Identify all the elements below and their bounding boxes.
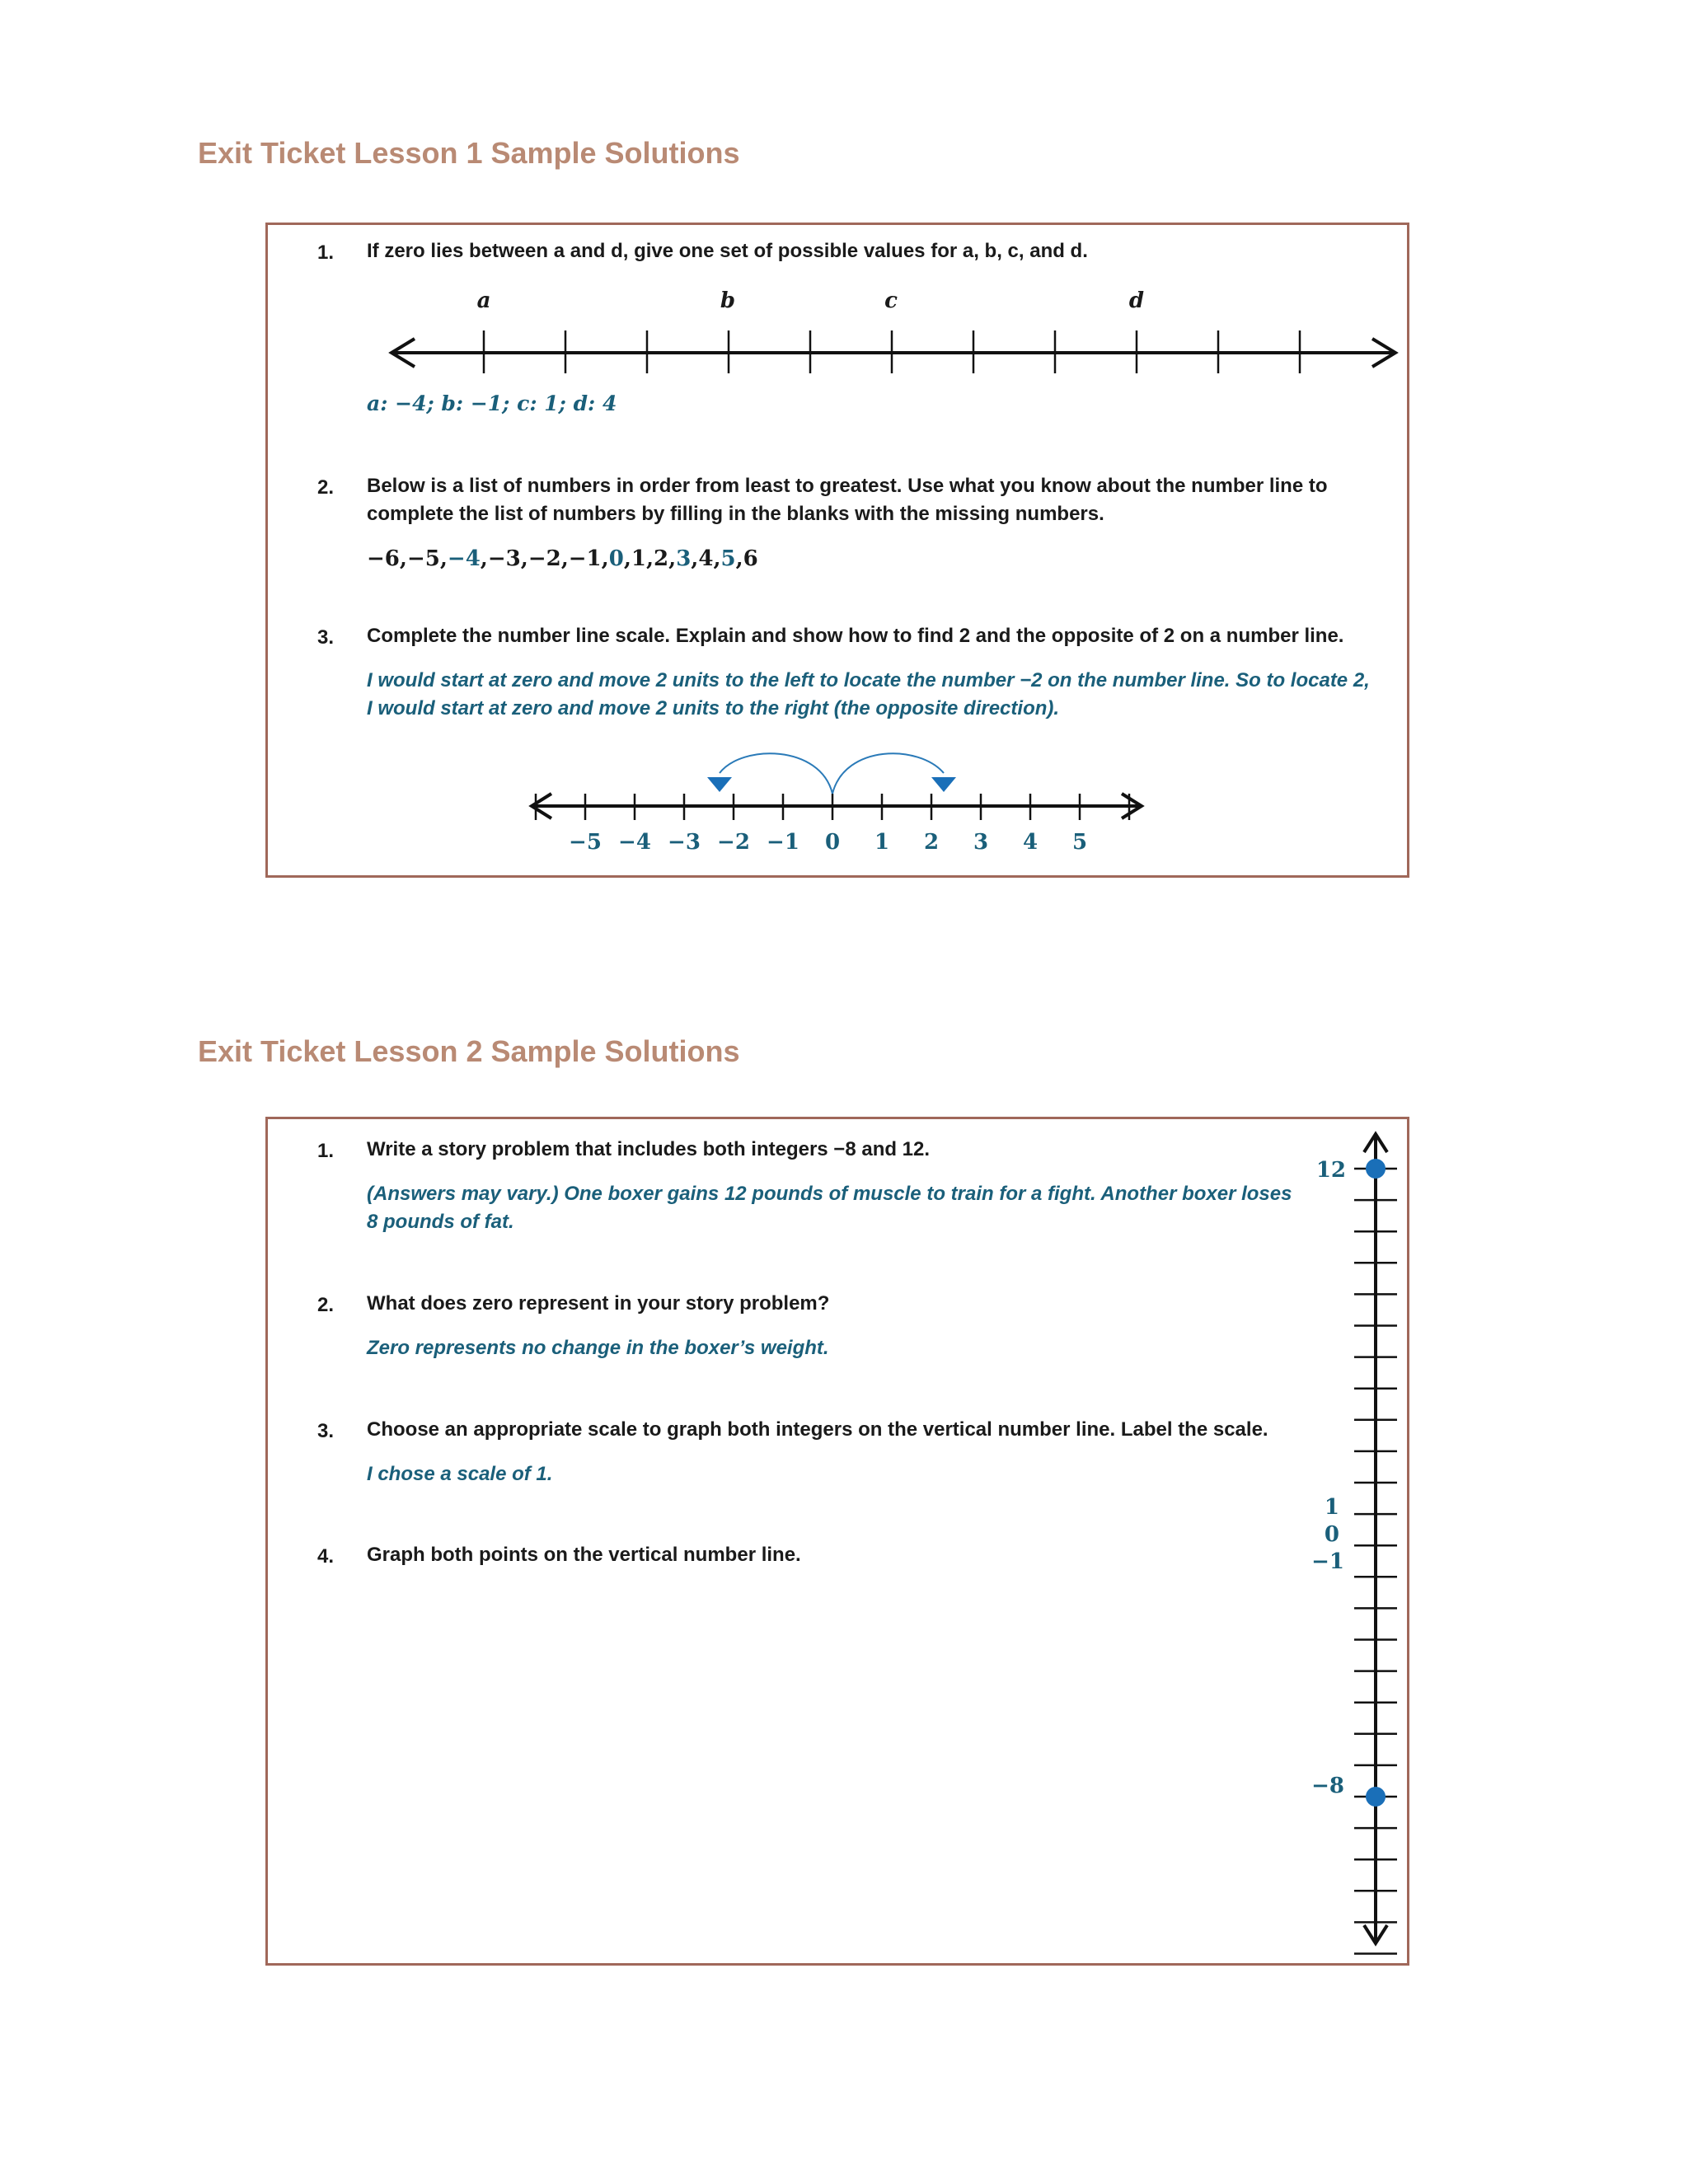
sequence-value: 4 xyxy=(698,546,714,571)
lesson2-box xyxy=(265,1117,1409,1966)
sequence-comma: , xyxy=(439,546,448,571)
sequence-comma: , xyxy=(623,546,631,571)
label-b: b xyxy=(720,288,736,313)
q2-text-line2: complete the list of numbers by filling in the blanks with the missing numbers. xyxy=(367,503,1104,525)
sequence-comma: , xyxy=(735,546,743,571)
vertical-number-line xyxy=(1290,1127,1405,1960)
number-line-scale xyxy=(523,744,1183,868)
sequence-comma: , xyxy=(480,546,488,571)
q2-number: 2. xyxy=(317,476,335,499)
l2-q4-number: 4. xyxy=(317,1545,335,1568)
sequence-value: 0 xyxy=(608,546,624,571)
tick-label: −2 xyxy=(717,830,750,855)
l2-q1-answer-line1: (Answers may vary.) One boxer gains 12 pounds of muscle to train for a fight. Another boxer loses xyxy=(367,1183,1292,1205)
label-a: a xyxy=(476,288,491,313)
tick-label: −1 xyxy=(767,830,799,855)
sequence-comma: , xyxy=(601,546,609,571)
lesson2-heading: Exit Ticket Lesson 2 Sample Solutions xyxy=(198,1034,740,1068)
q3-number: 3. xyxy=(317,626,335,649)
sequence-value: −2 xyxy=(528,546,561,571)
vlabel-neg8: −8 xyxy=(1311,1774,1344,1798)
q1-answer: a: −4; b: −1; c: 1; d: 4 xyxy=(367,391,617,415)
lesson1-heading: Exit Ticket Lesson 1 Sample Solutions xyxy=(198,136,740,170)
l2-q2-answer: Zero represents no change in the boxer’s weight. xyxy=(367,1337,829,1359)
sequence-comma: , xyxy=(560,546,569,571)
arrowhead-pos2 xyxy=(931,777,956,792)
arc-left xyxy=(720,753,832,794)
sequence-value: −6 xyxy=(367,546,400,571)
vlabel-12: 12 xyxy=(1315,1158,1346,1183)
arrowhead-neg2 xyxy=(707,777,732,792)
q1-text: If zero lies between a and d, give one set of possible values for a, b, c, and d. xyxy=(367,240,1088,262)
label-c: c xyxy=(884,288,898,313)
sequence-value: 2 xyxy=(654,546,669,571)
graphed-point xyxy=(1366,1787,1386,1807)
tick-label: 0 xyxy=(824,830,841,855)
l2-q2-number: 2. xyxy=(317,1294,335,1316)
l2-q1-answer-line2: 8 pounds of fat. xyxy=(367,1211,514,1233)
graphed-point xyxy=(1366,1159,1386,1179)
sequence-comma: , xyxy=(691,546,699,571)
tick-label: 4 xyxy=(1022,830,1039,855)
arc-right xyxy=(832,753,944,794)
sequence-value: 3 xyxy=(676,546,692,571)
l2-q1-number: 1. xyxy=(317,1140,335,1162)
tick-label: −3 xyxy=(668,830,701,855)
tick-label: −5 xyxy=(569,830,602,855)
tick-label: 5 xyxy=(1071,830,1088,855)
q1-number: 1. xyxy=(317,241,335,264)
sequence-value: −1 xyxy=(568,546,602,571)
l2-q3-answer: I chose a scale of 1. xyxy=(367,1463,553,1485)
sequence-comma: , xyxy=(645,546,654,571)
tick-label: 1 xyxy=(874,830,890,855)
l2-q1-text: Write a story problem that includes both integers −8 and 12. xyxy=(367,1138,931,1160)
number-line-abcd xyxy=(383,283,1405,373)
q3-answer-line2: I would start at zero and move 2 units to the right (the opposite direction). xyxy=(367,697,1060,719)
l2-q4-text: Graph both points on the vertical number line. xyxy=(367,1544,801,1566)
vlabel-1: 1 xyxy=(1324,1495,1339,1520)
sequence-value: −3 xyxy=(487,546,521,571)
tick-label: 3 xyxy=(973,830,989,855)
label-d: d xyxy=(1128,288,1145,313)
sequence-comma: , xyxy=(399,546,407,571)
sequence-value: −5 xyxy=(406,546,440,571)
tick-label: −4 xyxy=(618,830,651,855)
sequence-value: −4 xyxy=(447,546,481,571)
lesson1-box xyxy=(265,223,1409,878)
sequence-comma: , xyxy=(520,546,528,571)
tick-label: 2 xyxy=(923,830,940,855)
q2-text-line1: Below is a list of numbers in order from least to greatest. Use what you know about the number line to xyxy=(367,475,1328,497)
q3-answer-line1: I would start at zero and move 2 units to the left to locate the number −2 on the number line. So to locate 2, xyxy=(367,669,1370,691)
l2-q3-text: Choose an appropriate scale to graph both integers on the vertical number line. Label the scale. xyxy=(367,1418,1268,1441)
q2-sequence xyxy=(367,545,758,573)
vlabel-neg1: −1 xyxy=(1311,1549,1344,1574)
q3-text: Complete the number line scale. Explain and show how to find 2 and the opposite of 2 on a number line. xyxy=(367,625,1344,647)
sequence-comma: , xyxy=(668,546,677,571)
sequence-value: 1 xyxy=(631,546,646,571)
l2-q2-text: What does zero represent in your story problem? xyxy=(367,1292,830,1315)
sequence-comma: , xyxy=(713,546,721,571)
sequence-value: 5 xyxy=(720,546,736,571)
sequence-value: 6 xyxy=(743,546,758,571)
l2-q3-number: 3. xyxy=(317,1420,335,1442)
vlabel-0: 0 xyxy=(1324,1522,1339,1547)
